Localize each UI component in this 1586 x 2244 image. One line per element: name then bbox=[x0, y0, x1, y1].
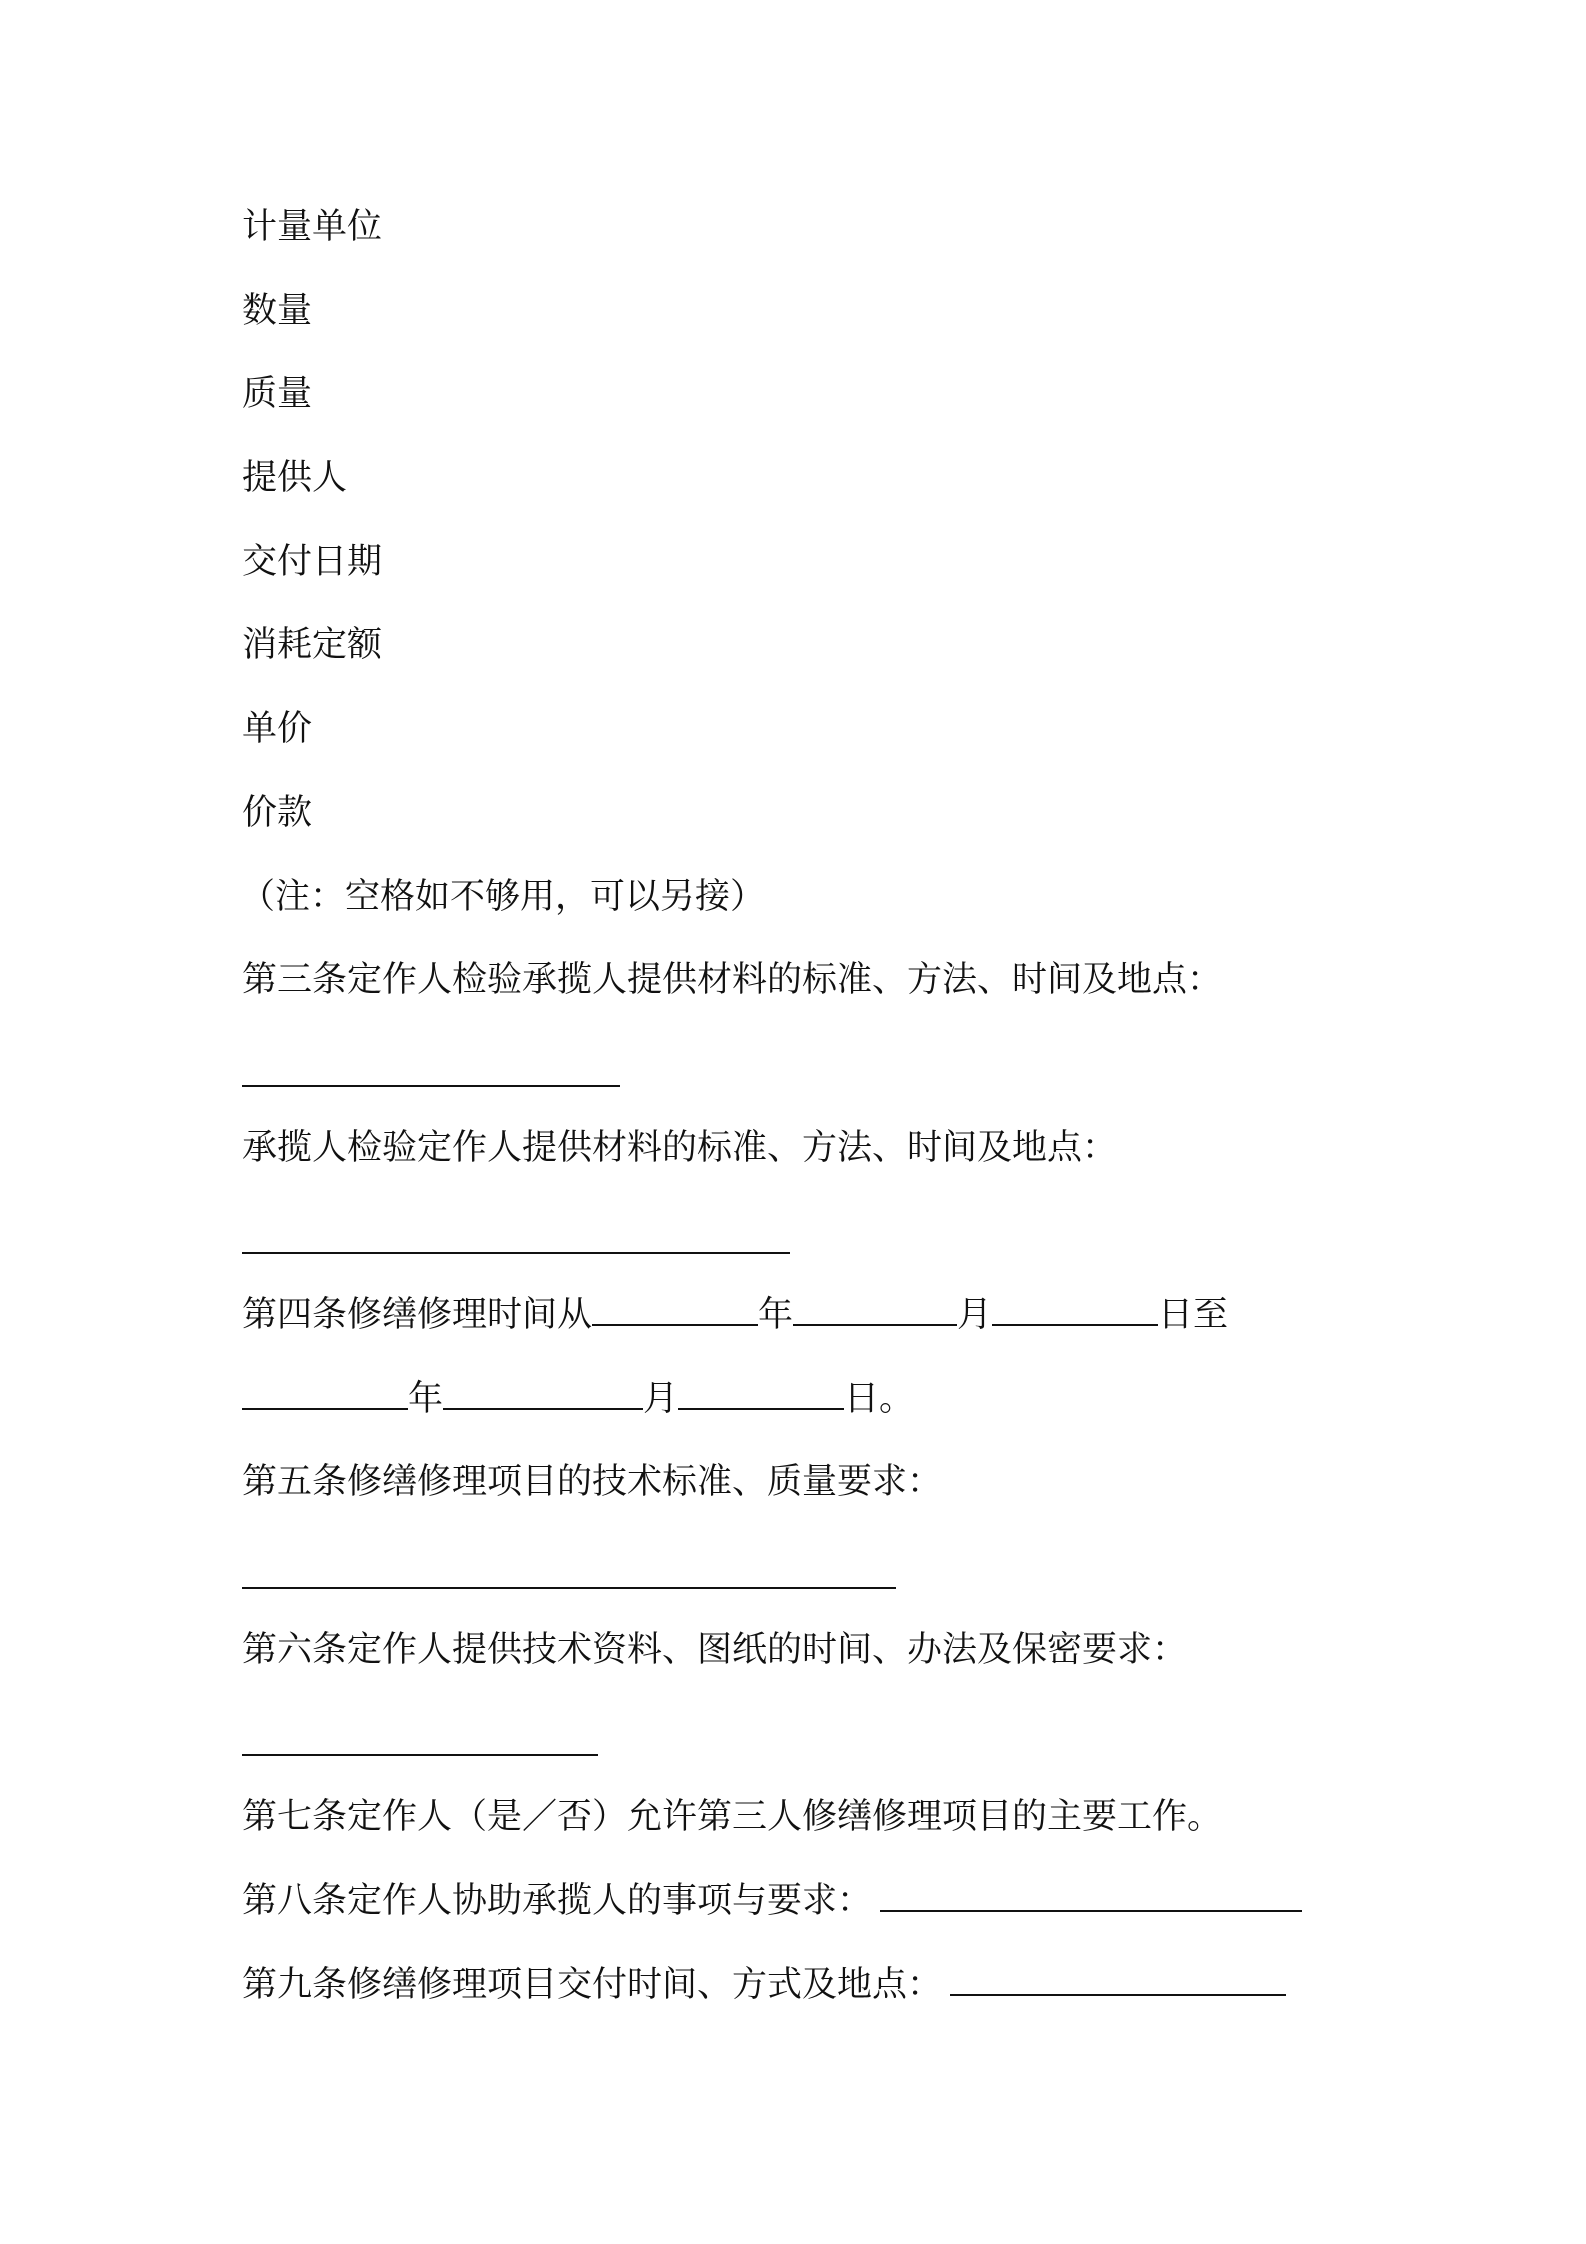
field-unit-price: 单价 bbox=[242, 709, 313, 749]
blank-start-day[interactable] bbox=[992, 1294, 1158, 1326]
label-year-2: 年 bbox=[408, 1379, 444, 1419]
article-3-heading: 第三条定作人检验承揽人提供材料的标准、方法、时间及地点： bbox=[242, 960, 1223, 1000]
field-delivery-date: 交付日期 bbox=[242, 542, 383, 582]
field-quantity: 数量 bbox=[242, 291, 313, 331]
blank-end-month[interactable] bbox=[443, 1378, 643, 1410]
article-8-heading: 第八条定作人协助承揽人的事项与要求： bbox=[242, 1881, 873, 1921]
label-month: 月 bbox=[957, 1295, 993, 1335]
blank-end-day[interactable] bbox=[678, 1378, 844, 1410]
article-8-line bbox=[242, 1879, 1302, 1923]
blank-article-8[interactable] bbox=[880, 1880, 1302, 1912]
article-6-heading: 第六条定作人提供技术资料、图纸的时间、办法及保密要求： bbox=[242, 1630, 1188, 1670]
blank-line-article-3b[interactable] bbox=[242, 1252, 790, 1254]
blank-article-9[interactable] bbox=[950, 1964, 1286, 1996]
article-9-line bbox=[242, 1963, 1286, 2007]
field-price: 价款 bbox=[242, 793, 313, 833]
blank-line-article-3[interactable] bbox=[242, 1085, 620, 1087]
article-4-line-2 bbox=[242, 1377, 914, 1421]
article-4-prefix: 第四条修缮修理时间从 bbox=[242, 1295, 593, 1335]
article-4-line-1 bbox=[242, 1293, 1228, 1337]
label-year: 年 bbox=[758, 1295, 794, 1335]
blank-end-year[interactable] bbox=[242, 1378, 408, 1410]
note-text: （注：空格如不够用，可以另接） bbox=[240, 877, 766, 917]
label-day-to: 日至 bbox=[1158, 1295, 1229, 1335]
article-9-heading: 第九条修缮修理项目交付时间、方式及地点： bbox=[242, 1965, 943, 2005]
blank-line-article-5[interactable] bbox=[242, 1587, 896, 1589]
article-5-heading: 第五条修缮修理项目的技术标准、质量要求： bbox=[242, 1462, 943, 1502]
blank-start-month[interactable] bbox=[793, 1294, 957, 1326]
article-3-contractor-text: 承揽人检验定作人提供材料的标准、方法、时间及地点： bbox=[242, 1128, 1118, 1168]
blank-start-year[interactable] bbox=[592, 1294, 758, 1326]
field-consumption-quota: 消耗定额 bbox=[242, 625, 383, 665]
label-day-end: 日。 bbox=[844, 1379, 915, 1419]
blank-line-article-6[interactable] bbox=[242, 1754, 598, 1756]
field-quality: 质量 bbox=[242, 374, 313, 414]
field-unit: 计量单位 bbox=[242, 207, 383, 247]
article-7-heading: 第七条定作人（是／否）允许第三人修缮修理项目的主要工作。 bbox=[242, 1797, 1223, 1837]
label-month-2: 月 bbox=[643, 1379, 679, 1419]
field-provider: 提供人 bbox=[242, 458, 348, 498]
